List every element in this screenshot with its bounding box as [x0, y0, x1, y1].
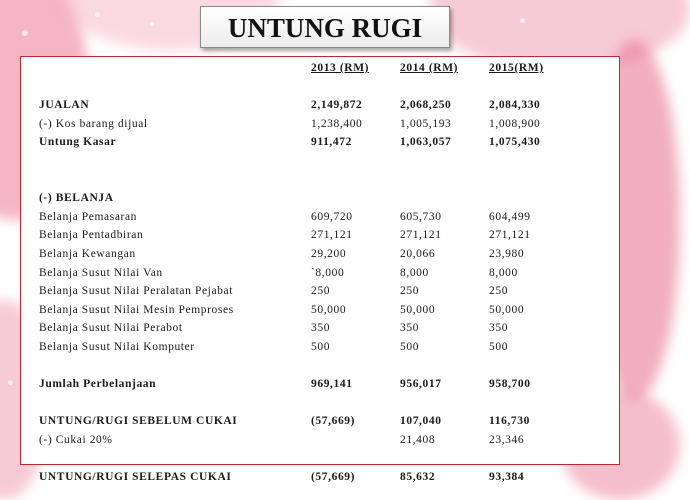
spacer-row — [39, 78, 578, 97]
spacer-row — [39, 449, 578, 468]
table-row — [39, 189, 578, 208]
background-dot — [8, 380, 13, 385]
row-label: (-) Kos barang dijual — [39, 117, 148, 130]
row-label: Belanja Pemasaran — [39, 210, 138, 223]
table-row — [39, 226, 578, 245]
row-value-2014: 605,730 — [400, 210, 442, 223]
row-value-2014: 500 — [400, 340, 420, 353]
row-value-2015: 23,980 — [489, 247, 525, 260]
row-label: Belanja Susut Nilai Mesin Pemproses — [39, 303, 234, 316]
row-value-2015: 958,700 — [489, 378, 531, 391]
profit-loss-table — [39, 59, 578, 487]
row-value-2014: 956,017 — [400, 378, 442, 391]
row-value-2014: 21,408 — [400, 433, 436, 446]
table-row — [39, 468, 578, 487]
table-row — [39, 133, 578, 152]
row-value-2014: 20,066 — [400, 247, 436, 260]
row-value-2015: 271,121 — [489, 229, 531, 242]
header-year-2015: 2015(RM) — [489, 62, 544, 74]
row-label: UNTUNG/RUGI SEBELUM CUKAI — [39, 415, 238, 428]
row-value-2014 — [400, 189, 489, 208]
row-value-2015: 50,000 — [489, 303, 525, 316]
header-row — [39, 59, 578, 78]
row-value-2014: 1,063,057 — [400, 136, 452, 149]
table-row — [39, 319, 578, 338]
row-value-2013 — [311, 189, 400, 208]
row-label: (-) BELANJA — [39, 192, 114, 205]
background-dot — [95, 12, 100, 17]
row-value-2014: 271,121 — [400, 229, 442, 242]
row-value-2013: 271,121 — [311, 229, 353, 242]
spacer-row — [39, 357, 578, 376]
row-label: UNTUNG/RUGI SELEPAS CUKAI — [39, 471, 232, 484]
row-value-2013: 2,149,872 — [311, 99, 363, 112]
row-label: Belanja Susut Nilai Peralatan Pejabat — [39, 285, 234, 298]
row-value-2013: 29,200 — [311, 247, 347, 260]
row-value-2014: 8,000 — [400, 266, 429, 279]
row-value-2013: 1,238,400 — [311, 117, 363, 130]
row-value-2013: 350 — [311, 322, 331, 335]
row-value-2013: 500 — [311, 340, 331, 353]
row-value-2015: 1,008,900 — [489, 117, 541, 130]
row-value-2015: 93,384 — [489, 471, 525, 484]
row-value-2013: (57,669) — [311, 471, 356, 484]
table-row — [39, 96, 578, 115]
row-value-2014: 2,068,250 — [400, 99, 452, 112]
table-row — [39, 301, 578, 320]
table-row — [39, 264, 578, 283]
row-value-2013: 969,141 — [311, 378, 353, 391]
row-value-2013: 609,720 — [311, 210, 353, 223]
slide-title: UNTUNG RUGI — [200, 6, 450, 48]
row-value-2015: 350 — [489, 322, 509, 335]
income-statement-table — [20, 56, 620, 484]
row-value-2013: 250 — [311, 285, 331, 298]
row-value-2013: 50,000 — [311, 303, 347, 316]
row-value-2015: 116,730 — [489, 415, 530, 428]
row-value-2014: 50,000 — [400, 303, 436, 316]
row-value-2014: 85,632 — [400, 471, 436, 484]
row-value-2013: 911,472 — [311, 136, 352, 149]
spacer-row — [39, 152, 578, 171]
row-label: Belanja Kewangan — [39, 247, 136, 260]
row-label: Jumlah Perbelanjaan — [39, 378, 157, 391]
row-value-2013: (57,669) — [311, 415, 356, 428]
row-value-2014: 107,040 — [400, 415, 442, 428]
background-dot — [22, 30, 28, 36]
row-value-2015: 2,084,330 — [489, 99, 541, 112]
row-value-2014: 350 — [400, 322, 420, 335]
table-row — [39, 412, 578, 431]
row-value-2013: `8,000 — [311, 266, 345, 279]
table-row — [39, 245, 578, 264]
row-value-2015: 604,499 — [489, 210, 531, 223]
table-row — [39, 208, 578, 227]
table-row — [39, 338, 578, 357]
row-value-2014: 1,005,193 — [400, 117, 452, 130]
row-value-2015 — [489, 189, 578, 208]
row-label: (-) Cukai 20% — [39, 433, 113, 446]
header-year-2013: 2013 (RM) — [311, 62, 370, 74]
row-label: Belanja Pentadbiran — [39, 229, 144, 242]
background-dot — [520, 18, 525, 23]
row-label: JUALAN — [39, 99, 90, 112]
row-value-2015: 250 — [489, 285, 509, 298]
row-value-2015: 8,000 — [489, 266, 518, 279]
header-year-2014: 2014 (RM) — [400, 62, 459, 74]
table-row — [39, 375, 578, 394]
row-label: Belanja Susut Nilai Komputer — [39, 340, 195, 353]
spacer-row — [39, 394, 578, 413]
row-label: Untung Kasar — [39, 136, 117, 149]
table-row — [39, 115, 578, 134]
row-value-2013 — [311, 431, 400, 450]
row-value-2015: 23,346 — [489, 433, 525, 446]
row-value-2014: 250 — [400, 285, 420, 298]
table-row — [39, 282, 578, 301]
row-label: Belanja Susut Nilai Van — [39, 266, 163, 279]
table-row — [39, 431, 578, 450]
row-label: Belanja Susut Nilai Perabot — [39, 322, 183, 335]
row-value-2015: 500 — [489, 340, 509, 353]
row-value-2015: 1,075,430 — [489, 136, 541, 149]
header-label-cell — [39, 59, 311, 78]
background-dot — [150, 22, 154, 26]
spacer-row — [39, 171, 578, 190]
